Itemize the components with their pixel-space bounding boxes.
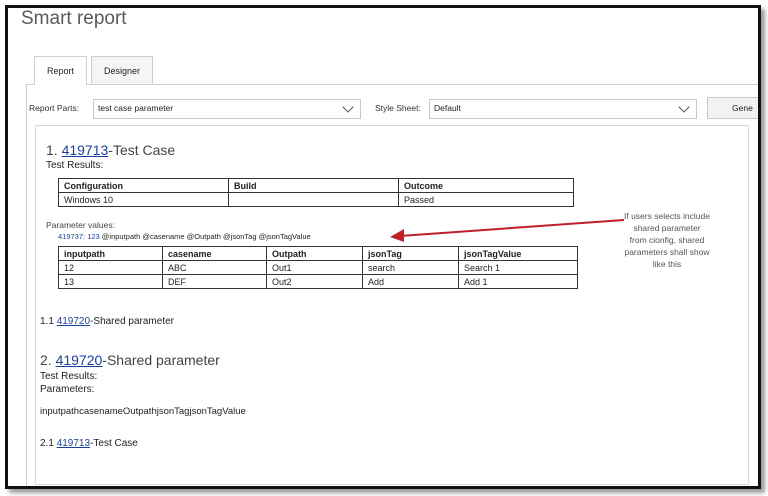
section1-1-heading <box>40 316 174 327</box>
test-results-table <box>58 178 574 207</box>
report-parts-value: test case parameter <box>98 103 174 113</box>
section2-1-heading <box>40 438 138 449</box>
table-cell: Add <box>363 275 459 289</box>
table-cell: Add 1 <box>459 275 578 289</box>
tab-bar <box>34 56 153 84</box>
app-window <box>5 5 761 489</box>
arrow-head-icon <box>390 229 404 242</box>
report-parts-label: Report Parts: <box>29 103 80 113</box>
section2-heading <box>40 352 220 368</box>
table-row <box>59 193 574 207</box>
table-header: Outcome <box>399 179 574 193</box>
table-cell: 13 <box>59 275 163 289</box>
section1-1-title: -Shared parameter <box>90 316 174 327</box>
report-preview <box>35 125 749 485</box>
parameter-values-table <box>58 246 578 289</box>
table-cell: Search 1 <box>459 261 578 275</box>
parameter-values-line <box>58 232 311 241</box>
section2-title: -Shared parameter <box>102 352 220 368</box>
report-panel <box>26 84 760 488</box>
parameter-values-id: 419737: 123 <box>58 232 100 241</box>
style-sheet-label: Style Sheet: <box>375 103 421 113</box>
report-parts-select[interactable] <box>93 99 361 119</box>
tab-report[interactable]: Report <box>34 56 87 85</box>
parameter-values-label: Parameter values: <box>46 220 115 230</box>
section1-1-id-link[interactable]: 419720 <box>56 316 91 327</box>
table-header-row <box>59 179 574 193</box>
table-cell: 12 <box>59 261 163 275</box>
style-sheet-value: Default <box>434 103 461 113</box>
table-cell: Out2 <box>267 275 363 289</box>
chevron-down-icon <box>678 101 689 112</box>
table-header: Outpath <box>267 247 363 261</box>
table-cell: search <box>363 261 459 275</box>
table-header: jsonTag <box>363 247 459 261</box>
section1-id-link[interactable]: 419713 <box>61 142 109 158</box>
table-cell <box>229 193 399 207</box>
section1-test-results-label: Test Results: <box>46 160 104 171</box>
generate-button[interactable]: Gene <box>707 97 761 119</box>
annotation-arrow <box>388 216 628 246</box>
section2-test-results-label: Test Results: <box>40 371 98 382</box>
table-header: inputpath <box>59 247 163 261</box>
section1-heading <box>46 142 175 158</box>
table-cell: Out1 <box>267 261 363 275</box>
style-sheet-select[interactable] <box>429 99 697 119</box>
section2-1-title: -Test Case <box>90 438 138 449</box>
table-cell: DEF <box>163 275 267 289</box>
table-header: Build <box>229 179 399 193</box>
table-header: jsonTagValue <box>459 247 578 261</box>
annotation-note: If users selects include shared parameter from cionfig, shared parameters shall show like this <box>624 211 710 269</box>
section1-1-number: 1.1 <box>40 316 54 327</box>
section2-1-id-link[interactable]: 419713 <box>56 438 91 449</box>
section2-parameters-label: Parameters: <box>40 384 95 395</box>
table-header: casename <box>163 247 267 261</box>
table-header-row <box>59 247 578 261</box>
section1-title: -Test Case <box>108 142 176 158</box>
table-cell: Windows 10 <box>59 193 229 207</box>
table-header: Configuration <box>59 179 229 193</box>
report-toolbar <box>27 97 761 119</box>
table-cell: Passed <box>399 193 574 207</box>
section2-parameters-text: inputpathcasenameOutpathjsonTagjsonTagValue <box>40 406 246 417</box>
section2-number: 2. <box>40 352 52 368</box>
parameter-values-text: @inputpath @casename @Outpath @jsonTag @jsonTagValue <box>99 232 311 241</box>
arrow-shaft <box>400 220 624 236</box>
section2-id-link[interactable]: 419720 <box>55 352 103 368</box>
tab-designer[interactable]: Designer <box>91 56 153 84</box>
table-cell: ABC <box>163 261 267 275</box>
table-row <box>59 261 578 275</box>
section1-number: 1. <box>46 142 58 158</box>
app-title: Smart report <box>21 8 127 29</box>
table-row <box>59 275 578 289</box>
section2-1-number: 2.1 <box>40 438 54 449</box>
chevron-down-icon <box>342 101 353 112</box>
